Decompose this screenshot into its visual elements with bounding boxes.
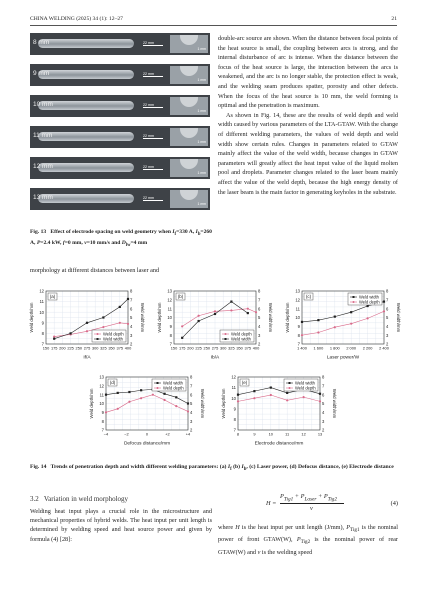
legend-marker [289,382,291,384]
x-tick-label: 250 [75,345,83,351]
x-tick-label: 300 [91,345,99,351]
legend-label: Weld width [295,380,315,386]
data-point-width [187,402,189,404]
data-point-width [230,301,232,303]
data-point-width [181,337,183,339]
x-tick-label: 13 [317,431,323,437]
x-tick-label: 11 [285,431,290,437]
weld-photo-strip [30,188,210,210]
formula-4 [266,493,398,515]
y2-tick-label: 8 [386,288,389,294]
weld-photo-strip [30,157,210,179]
legend-label: Weld width [359,294,379,300]
data-point-depth [270,394,272,396]
x-tick-label: 275 [83,345,91,351]
y-tick-label: 11 [231,385,236,391]
y-tick-label: 8 [101,418,104,424]
panel-label: (e) [241,380,248,386]
data-point-depth [367,317,369,319]
legend-label: Weld depth [359,299,380,305]
scale-label: 22 mm [143,134,154,138]
data-point-width [127,298,129,300]
data-point-width [286,392,288,394]
weld-photo-strip [30,64,210,86]
scale-bar [143,138,163,139]
x-tick-label: 250 [203,345,211,351]
y2-tick-label: 6 [190,392,193,398]
data-point-depth [253,397,255,399]
data-point-depth [127,323,129,325]
paragraph: double-arc source are shown. When the distance between focal points of the heat source is small, the coupling between arcs is strong, and the internal disturbance of arc is intense. When the distance between the focus of the heat source is large, the interaction between the arcs is weakened, and the arc is no longer stable, the protection effect is weak, and the welding seam produces spatter, porosity and other defects. When the focus of the heat source is 10 mm, the weld forming is optimal and the penetration is maximum. [218,35,398,110]
scale-bar [143,76,163,77]
y2-tick-label: 5 [322,401,325,407]
spacing-label: 9 mm [33,70,50,77]
y2-tick-label: 3 [190,418,193,424]
chart-b [157,288,273,365]
data-point-depth [163,399,165,401]
chart-e [221,374,337,451]
chart-c [285,288,401,365]
data-point-depth [301,334,303,336]
x-tick-label: 350 [108,345,115,351]
data-point-depth [128,401,130,403]
data-point-depth [334,326,336,328]
penetration-profile [180,128,198,138]
data-point-depth [119,322,121,324]
y2-axis-label: Weld width/mm [200,388,205,419]
data-point-width [198,320,200,322]
x-axis-label: If/A [83,355,91,361]
y-tick-label: 7 [297,341,300,347]
y2-tick-label: 3 [258,332,261,338]
y-tick-label: 7 [233,427,236,433]
x-axis-label: Electrode distance/mm [254,441,304,447]
data-point-depth [230,309,232,311]
scale-label: 22 mm [143,72,154,76]
data-point-width [214,313,216,315]
y-tick-label: 9 [233,406,236,412]
data-point-depth [117,408,119,410]
spacing-label: 8 mm [33,39,50,46]
x-tick-label: 2 400 [379,345,389,351]
data-point-depth [152,394,154,396]
chart-svg [285,288,401,361]
data-point-depth [102,326,104,328]
panel-label: (b) [177,294,184,300]
x-tick-label: 350 [236,345,243,351]
y-axis-label: Weld depth/mm [29,302,34,333]
y-tick-label: 9 [41,320,44,326]
y2-tick-label: 7 [190,383,193,389]
cross-section-image [170,35,208,53]
legend-marker [225,333,227,335]
data-point-depth [187,410,189,412]
data-point-depth [175,405,177,407]
chart-a [29,288,145,365]
cs-scale-label: 1 mm [197,47,206,51]
legend-marker [97,333,99,335]
y-tick-label: 7 [41,341,44,347]
penetration-profile [180,97,198,107]
chart-svg [89,374,205,447]
data-point-width [350,311,352,313]
x-tick-label: 8 [236,431,240,437]
panel-label: (c) [305,294,312,300]
y2-axis-label: Weld width/mm [140,302,145,333]
y-tick-label: 12 [99,383,104,389]
data-point-depth [214,310,216,312]
y-tick-label: 10 [231,395,236,401]
y-tick-label: 11 [39,299,44,305]
y-tick-label: 10 [295,315,300,321]
x-tick-label: +4 [185,431,191,437]
formula-numerator: $P_{Tig1} + P_{Laser} + P_{Tig2}$ [280,493,338,503]
legend-marker [353,296,355,298]
y2-tick-label: 5 [258,315,261,321]
data-point-depth [140,397,142,399]
data-point-width [163,393,165,395]
x-tick-label: 375 [116,345,124,351]
section-number: 3.2 [30,495,39,503]
y-axis-label: Weld depth/mm [89,388,94,419]
x-tick-label: 225 [195,345,202,351]
data-point-width [383,301,385,303]
y2-tick-label: 5 [190,401,193,407]
legend-label: Weld depth [231,331,252,337]
x-tick-label: 300 [219,345,227,351]
data-point-width [270,387,272,389]
x-tick-label: 375 [244,345,252,351]
data-point-width [53,338,55,340]
x-tick-label: 275 [211,345,219,351]
x-tick-label: 400 [252,345,260,351]
y2-tick-label: 2 [130,341,133,347]
y2-tick-label: 4 [258,323,261,329]
y-tick-label: 10 [39,309,44,315]
y-tick-label: 8 [233,417,236,422]
y2-tick-label: 8 [190,374,193,380]
y2-tick-label: 7 [130,297,133,303]
y-tick-label: 7 [101,427,104,433]
y2-tick-label: 6 [130,306,133,312]
equation-number: (4) [390,500,398,507]
legend-marker [225,338,227,340]
x-tick-label: 200 [59,345,66,351]
legend-marker [157,382,159,384]
legend-label: Weld width [163,380,183,386]
penetration-profile [180,66,198,76]
y2-tick-label: 5 [130,315,133,321]
data-point-depth [181,325,183,327]
x-tick-label: 9 [253,431,256,437]
page-number: 21 [391,16,397,22]
left-paragraph-end: morphology at different distances between laser and [30,267,160,274]
cross-section-image [170,128,208,146]
legend-label: Weld depth [295,385,316,391]
y-axis-label: Weld depth/mm [285,302,290,333]
scale-bar [143,200,163,201]
y2-tick-label: 6 [386,306,389,312]
journal-citation: CHINA WELDING (2025) 34 (1): 12–27 [30,16,123,22]
y-tick-label: 13 [167,288,172,294]
y2-tick-label: 4 [322,409,325,415]
x-tick-label: 1 800 [329,345,340,351]
scale-label: 22 mm [143,196,154,200]
data-point-depth [286,399,288,401]
cs-scale-label: 1 mm [197,140,206,144]
figure-14-caption: Fig. 14 Trends of penetration depth and width different welding parameters: (a) $I_f$ (b) $I_b$, (c) Laser power, (d) Defocus distance, (e) Electrode distance [30,464,394,473]
legend-label: Weld depth [163,385,184,391]
y2-tick-label: 2 [386,341,389,347]
data-point-width [86,322,88,324]
data-point-width [334,316,336,318]
y-tick-label: 10 [167,315,172,321]
y2-tick-label: 3 [386,332,389,338]
x-axis-label: Laser power/W [326,355,360,361]
x-axis-label: Ib/A [210,355,220,361]
y2-tick-label: 2 [190,427,193,433]
x-tick-label: 1 400 [297,345,307,351]
x-tick-label: 200 [187,345,194,351]
weld-bead [38,132,134,141]
x-tick-label: 0 [145,431,149,437]
figure-14-charts [29,288,401,458]
y-tick-label: 12 [295,297,300,303]
data-point-width [319,393,321,395]
section-paragraph: Welding heat input plays a crucial role in the microstructure and mechanical properties of hybrid welds. The heat input per unit length is determined by welding speed and heat source power and given by formula (4) [28]: [30,508,212,543]
y2-tick-label: 7 [386,297,389,303]
y-tick-label: 9 [101,409,104,415]
data-point-width [119,306,121,308]
data-point-depth [383,310,385,312]
data-point-depth [247,308,249,310]
weld-bead [38,70,134,79]
data-point-width [301,321,303,323]
legend-marker [97,338,99,340]
data-point-width [317,319,319,321]
y2-tick-label: 2 [258,341,261,347]
chart-svg [29,288,145,361]
scale-label: 22 mm [143,103,154,107]
scale-label: 22 mm [143,41,154,45]
y2-tick-label: 3 [130,332,133,338]
x-axis-label: Defocus distance/mm [123,441,171,447]
y2-tick-label: 8 [258,288,261,294]
y-tick-label: 13 [295,288,300,294]
scale-bar [143,169,163,170]
data-point-depth [105,411,107,413]
section-title: Variation in weld morphology [43,495,129,503]
right-column-text [218,34,398,197]
y2-tick-label: 7 [258,297,261,303]
data-point-depth [319,400,321,402]
x-tick-label: +2 [165,431,170,437]
legend-label: Weld width [231,336,251,342]
x-tick-label: 2 200 [362,345,373,351]
legend-marker [157,387,159,389]
y2-tick-label: 4 [386,323,389,329]
data-point-width [128,391,130,393]
y-tick-label: 8 [297,332,300,338]
chart-svg [221,374,337,447]
data-point-width [247,312,249,314]
x-tick-label: 325 [228,345,235,351]
y2-axis-label: Weld width/mm [396,302,401,333]
weld-photo-strip [30,33,210,55]
y-tick-label: 8 [169,332,172,338]
spacing-label: 11 mm [33,132,53,139]
y-tick-label: 9 [169,323,172,329]
y2-tick-label: 4 [130,323,133,329]
legend-marker [353,301,355,303]
x-tick-label: 150 [170,345,178,351]
y2-tick-label: 6 [258,306,261,312]
x-tick-label: 225 [67,345,74,351]
chart-d [89,374,205,451]
x-tick-label: −2 [124,431,129,437]
y2-tick-label: 3 [322,418,325,424]
y2-tick-label: 8 [130,288,133,294]
cs-scale-label: 1 mm [197,109,206,113]
data-point-width [253,390,255,392]
penetration-profile [180,35,198,45]
spacing-label: 10 mm [33,101,53,108]
cross-section-image [170,66,208,84]
cs-scale-label: 1 mm [197,171,206,175]
data-point-width [102,316,104,318]
spacing-label: 13 mm [33,194,53,201]
paragraph: As shown in Fig. 14, these are the results of weld depth and weld width caused by various parameters of the LTA-GTAW. With the change of different welding parameters, the values of weld depth and weld width show certain rules. Changes in parameters related to GTAW mainly affect the value of the weld width, because changes in GTAW parameters will greatly affect the heat input value of the liquid molten pool and droplets. Parameter changes related to the laser beam mainly affect the value of the weld depth, because the high energy density of the laser beam is the main factor in generating keyholes in the substrate. [218,111,398,196]
weld-photo-strip [30,126,210,148]
y-tick-label: 12 [167,297,172,303]
y-axis-label: Weld depth/mm [157,302,162,333]
scale-label: 22 mm [143,165,154,169]
data-point-depth [350,323,352,325]
data-point-depth [317,331,319,333]
data-point-width [117,392,119,394]
weld-photo-strip [30,95,210,117]
y-tick-label: 13 [99,374,104,380]
penetration-profile [180,159,198,169]
x-tick-label: 2 000 [346,345,357,351]
data-point-depth [53,335,55,337]
cross-section-image [170,97,208,115]
y2-tick-label: 6 [322,392,325,398]
scale-bar [143,107,163,108]
y2-tick-label: 8 [322,374,325,380]
x-tick-label: 12 [301,431,306,437]
x-tick-label: 175 [178,345,186,351]
cs-scale-label: 1 mm [197,202,206,206]
x-tick-label: 175 [50,345,58,351]
x-tick-label: 150 [42,345,50,351]
y2-axis-label: Weld width/mm [332,388,337,419]
y-tick-label: 11 [295,306,300,312]
y2-tick-label: 7 [322,383,325,389]
y2-axis-label: Weld width/mm [268,302,273,333]
spacing-label: 12 mm [33,163,53,170]
cross-section-image [170,159,208,177]
y-tick-label: 7 [169,341,172,347]
cs-scale-label: 1 mm [197,78,206,82]
formula-lhs: H = [266,500,277,507]
chart-svg [157,288,273,361]
figure-13-caption: Fig. 13 Effect of electrode spacing on weld geometry when $I_f=330$ A, $I_b=260$ A, P=2.4 kW, f=0 mm, v=10 mm/s and $D_{lw}=4$ mm [30,229,212,249]
x-tick-label: −4 [103,431,109,437]
y-tick-label: 11 [99,392,104,398]
x-tick-label: 400 [124,345,132,351]
y-axis-label: Weld depth/mm [221,388,226,419]
cross-section-image [170,190,208,208]
data-point-width [105,394,107,396]
figure-13-photos [30,33,210,223]
right-column-text-2: where H is the heat input per unit length (J/mm), $P_{Tig1}$ is the nominal power of front GTAW(W), $P_{Tig2}$ is the nominal power of rear GTAW(W) and v is the welding speed [218,524,399,556]
legend-marker [289,387,291,389]
y-tick-label: 10 [99,401,104,407]
section-heading [30,495,128,503]
data-point-width [140,389,142,391]
weld-bead [38,39,134,48]
x-tick-label: 325 [100,345,107,351]
data-point-depth [255,311,257,313]
y2-tick-label: 2 [322,427,325,433]
data-point-depth [198,315,200,317]
data-point-width [175,396,177,398]
penetration-profile [180,190,198,200]
data-point-width [237,394,239,396]
y2-tick-label: 5 [386,315,389,321]
x-tick-label: 1 600 [313,345,324,351]
page-header [30,13,397,26]
formula-denominator: v [310,505,313,512]
data-point-depth [237,400,239,402]
y-tick-label: 9 [297,323,300,329]
fraction-bar [280,503,344,504]
scale-bar [143,45,163,46]
y-tick-label: 12 [39,288,44,294]
panel-label: (a) [49,294,56,300]
y-tick-label: 8 [41,331,44,336]
x-tick-label: 10 [268,431,273,437]
y-tick-label: 11 [167,306,172,312]
y-tick-label: 12 [231,374,236,380]
data-point-depth [86,330,88,332]
y2-tick-label: 4 [190,409,193,415]
data-point-width [367,305,369,307]
data-point-width [70,332,72,334]
panel-label: (d) [109,380,116,386]
data-point-depth [303,396,305,398]
legend-label: Weld depth [103,331,124,337]
legend-label: Weld width [103,336,123,342]
